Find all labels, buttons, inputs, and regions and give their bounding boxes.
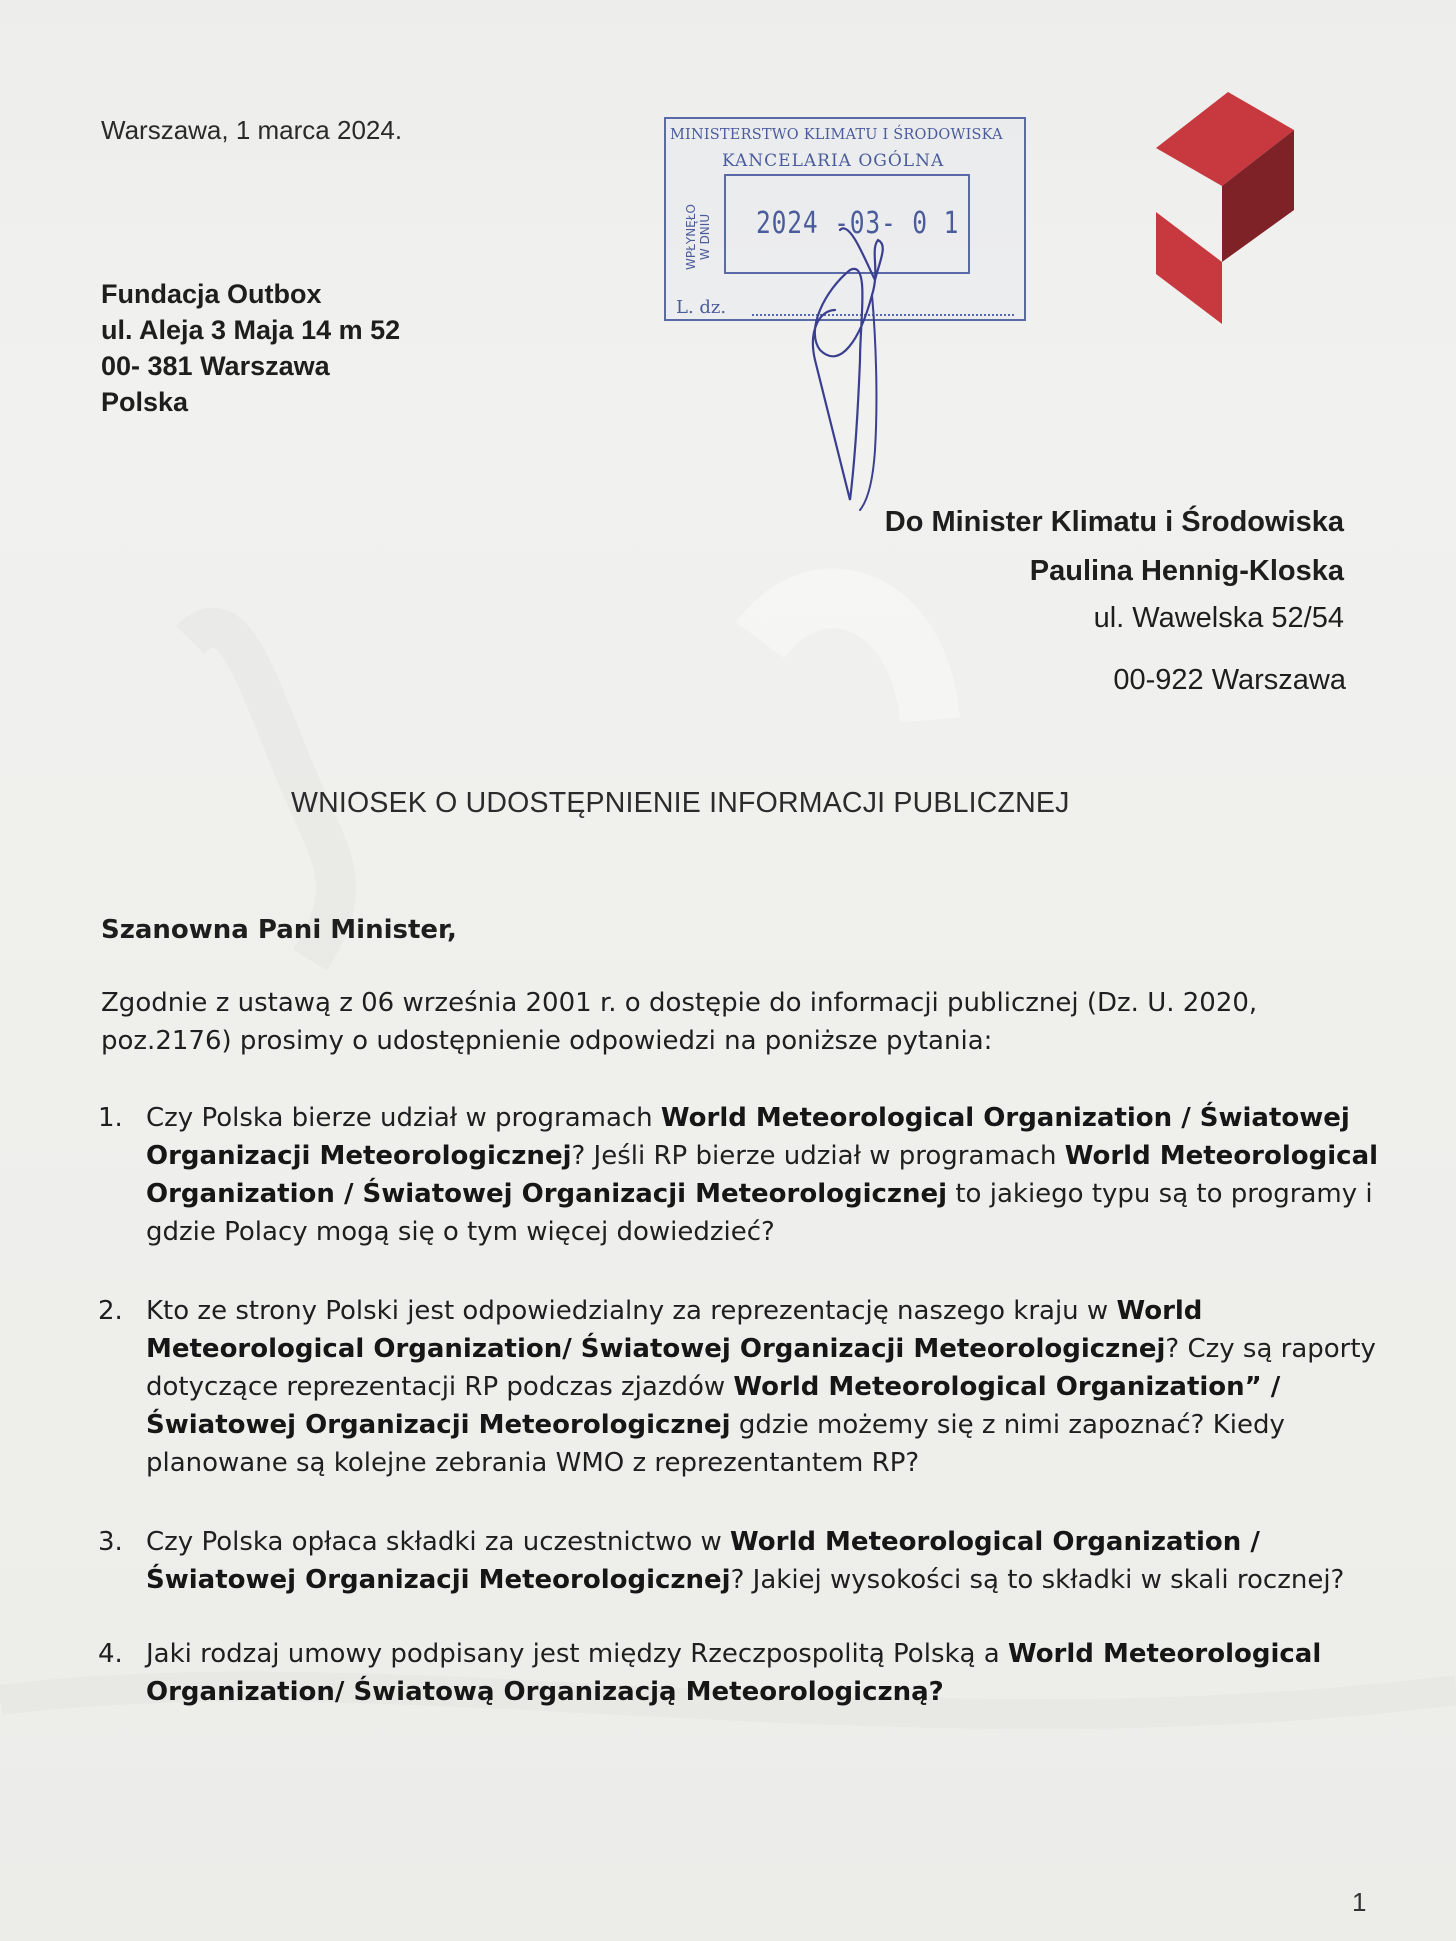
sender-city: 00- 381 Warszawa — [101, 351, 330, 381]
recipient-city: 00-922 Warszawa — [1113, 664, 1346, 696]
question-emphasis: World Meteorological — [1064, 1141, 1379, 1171]
question-text: to jakiego typu są to programy i — [947, 1179, 1373, 1209]
recipient-street: ul. Wawelska 52/54 — [1093, 602, 1344, 634]
outbox-cube-logo — [1156, 92, 1294, 324]
stamp-ministry-line: MINISTERSTWO KLIMATU I ŚRODOWISKA — [670, 127, 1003, 143]
question-text: Czy Polska opłaca składki za uczestnictwo w — [146, 1527, 731, 1557]
question-number: 4. — [98, 1639, 123, 1669]
question-emphasis: Meteorological Organization/ Światowej Organizacji Meteorologicznej — [146, 1334, 1166, 1364]
document-title: WNIOSEK O UDOSTĘPNIENIE INFORMACJI PUBLICZNEJ — [291, 787, 1070, 819]
intro-line-2: poz.2176) prosimy o udostępnienie odpowiedzi na poniższe pytania: — [101, 1026, 993, 1056]
recipient-name: Paulina Hennig-Kloska — [1029, 555, 1344, 587]
stamp-date: 2024 -03- 0 1 — [756, 206, 960, 241]
question-number: 3. — [98, 1527, 123, 1557]
stamp-registry-dotted-line — [752, 314, 1014, 316]
stamp-office-line: KANCELARIA OGÓLNA — [722, 151, 945, 171]
question-text: ? Czy są raporty — [1165, 1334, 1376, 1364]
question-emphasis: World Meteorological — [1007, 1639, 1322, 1669]
letter-date: Warszawa, 1 marca 2024. — [101, 115, 403, 145]
page-number: 1 — [1352, 1887, 1367, 1917]
question-text: Jaki rodzaj umowy podpisany jest między Rzeczpospolitą Polską a — [146, 1639, 1008, 1669]
question-emphasis: Organization / Światowej Organizacji Meteorologicznej — [146, 1179, 948, 1209]
stamp-received-label — [676, 189, 720, 285]
salutation: Szanowna Pani Minister, — [101, 915, 457, 945]
recipient-title: Do Minister Klimatu i Środowiska — [884, 506, 1344, 538]
question-emphasis: Światowej Organizacji Meteorologicznej — [146, 1565, 731, 1595]
question-emphasis: World Meteorological Organization / Światowej — [660, 1103, 1350, 1133]
question-text: gdzie Polacy mogą się o tym więcej dowiedzieć? — [146, 1217, 775, 1247]
question-number: 1. — [98, 1103, 123, 1133]
sender-street: ul. Aleja 3 Maja 14 m 52 — [101, 315, 401, 345]
stamp-received-word: WPŁYNĘŁO — [684, 204, 698, 270]
stamp-registry-label: L. dz. — [676, 297, 727, 318]
question-emphasis: Organizacji Meteorologicznej — [146, 1141, 572, 1171]
question-text: ? Jakiej wysokości są to składki w skali rocznej? — [730, 1565, 1345, 1595]
intro-paragraph — [101, 984, 1351, 1060]
stamp-date-box — [724, 174, 970, 274]
question-text: ? Jeśli RP bierze udział w programach — [571, 1141, 1065, 1171]
question-text: Kto ze strony Polski jest odpowiedzialny za reprezentację naszego kraju w — [146, 1296, 1117, 1326]
question-emphasis: World Meteorological Organization / — [730, 1527, 1260, 1557]
received-stamp — [664, 117, 1026, 321]
question-text: dotyczące reprezentacji RP podczas zjazdów — [146, 1372, 734, 1402]
sender-address — [101, 276, 400, 420]
intro-line-1: Zgodnie z ustawą z 06 września 2001 r. o dostępie do informacji publicznej (Dz. U. 2020, — [101, 988, 1258, 1018]
question-emphasis: World Meteorological Organization” / — [733, 1372, 1281, 1402]
question-text: gdzie możemy się z nimi zapoznać? Kiedy — [730, 1410, 1285, 1440]
stamp-on-day-word: W DNIU — [698, 213, 712, 261]
question-emphasis: Światowej Organizacji Meteorologicznej — [146, 1410, 731, 1440]
question-number: 2. — [98, 1296, 123, 1326]
sender-name: Fundacja Outbox — [101, 279, 322, 309]
question-text: Czy Polska bierze udział w programach — [146, 1103, 661, 1133]
sender-country: Polska — [101, 387, 189, 417]
question-text: planowane są kolejne zebrania WMO z reprezentantem RP? — [146, 1448, 920, 1478]
question-emphasis: Organization/ Światową Organizacją Meteorologiczną? — [146, 1677, 944, 1707]
question-emphasis: World — [1116, 1296, 1203, 1326]
